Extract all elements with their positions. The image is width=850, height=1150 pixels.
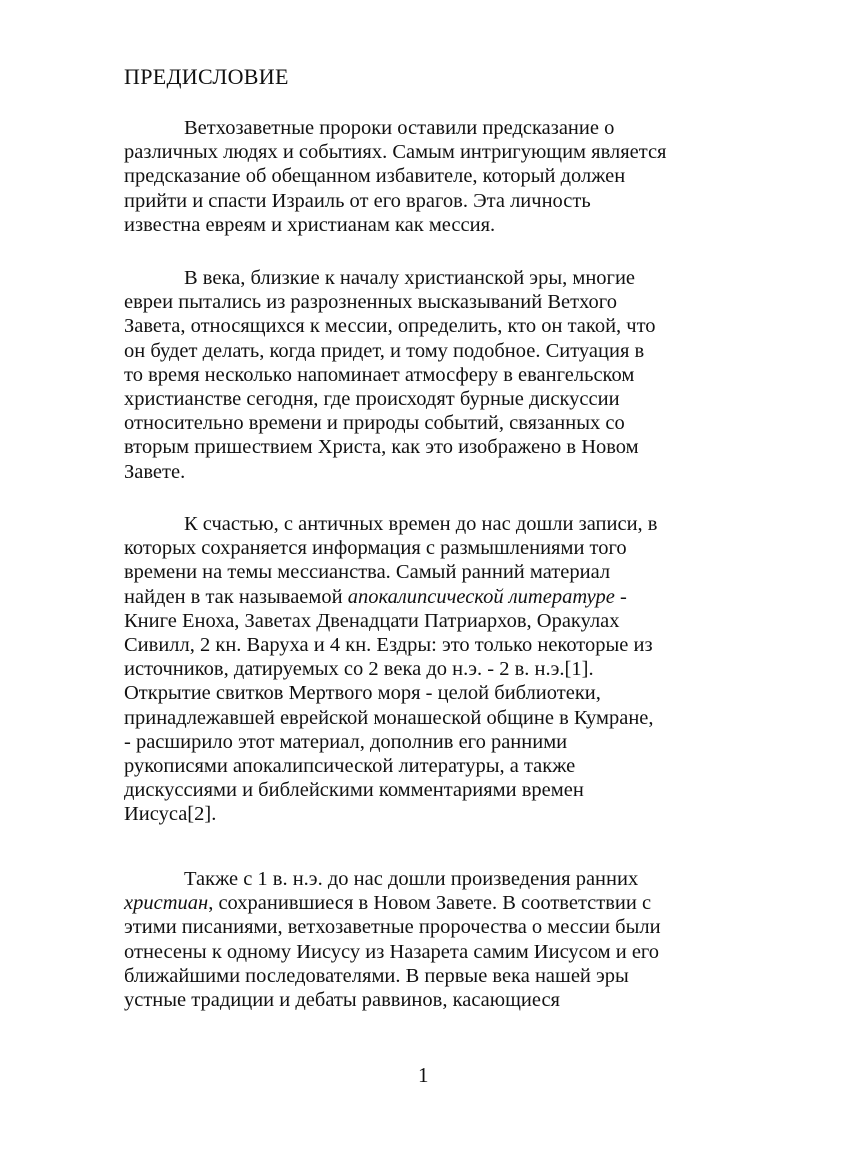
text-line: Книге Еноха, Заветах Двенадцати Патриархов, Оракулах bbox=[124, 609, 620, 632]
text-line: христианстве сегодня, где происходят бурные дискуссии bbox=[124, 388, 620, 411]
paragraph-2 bbox=[124, 266, 744, 484]
text-line: В века, близкие к началу христианской эры, многие bbox=[184, 267, 636, 289]
paragraph-3 bbox=[124, 512, 744, 827]
text-line bbox=[124, 585, 744, 609]
text-segment: , сохранившиеся в Новом Завете. В соответствии с bbox=[208, 892, 652, 915]
text-line bbox=[124, 891, 744, 915]
text-line: К счастью, с античных времен до нас дошли записи, в bbox=[184, 513, 658, 535]
text-line: дискуссиями и библейскими комментариями времен bbox=[124, 779, 584, 802]
text-line: евреи пытались из разрозненных высказываний Ветхого bbox=[124, 291, 617, 314]
text-line: Завета, относящихся к мессии, определить, кто он такой, что bbox=[124, 315, 656, 338]
italic-term: апокалипсической литературе bbox=[347, 585, 615, 608]
text-segment: - bbox=[614, 585, 627, 608]
text-line: отнесены к одному Иисусу из Назарета самим Иисусом и его bbox=[124, 940, 660, 963]
text-line: ближайшими последователями. В первые века нашей эры bbox=[124, 964, 629, 987]
text-line: различных людях и событиях. Самым интригующим является bbox=[124, 141, 667, 164]
text-line: устные традиции и дебаты раввинов, касающиеся bbox=[124, 989, 560, 1012]
text-line: времени на темы мессианства. Самый ранний материал bbox=[124, 561, 611, 584]
text-line: вторым пришествием Христа, как это изображено в Новом bbox=[124, 436, 639, 459]
text-line: Ветхозаветные пророки оставили предсказание о bbox=[184, 117, 615, 139]
text-line: известна евреям и христианам как мессия. bbox=[124, 213, 496, 236]
text-line: - расширило этот материал, дополнив его ранними bbox=[124, 730, 568, 753]
italic-term: христиан bbox=[124, 892, 209, 915]
text-line: предсказание об обещанном избавителе, который должен bbox=[124, 165, 626, 188]
text-line: рукописями апокалипсической литературы, а также bbox=[124, 755, 576, 778]
text-line: относительно времени и природы событий, связанных со bbox=[124, 412, 625, 435]
text-line: Сивилл, 2 кн. Варуха и 4 кн. Ездры: это только некоторые из bbox=[124, 634, 653, 657]
text-line: этими писаниями, ветхозаветные пророчества о мессии были bbox=[124, 916, 661, 939]
text-line: источников, датируемых со 2 века до н.э. - 2 в. н.э.[1]. bbox=[124, 658, 594, 681]
text-line: прийти и спасти Израиль от его врагов. Эта личность bbox=[124, 189, 591, 212]
text-line: которых сохраняется информация с размышлениями того bbox=[124, 537, 627, 560]
page-heading: ПРЕДИСЛОВИЕ bbox=[124, 64, 289, 89]
text-line: Открытие свитков Мертвого моря - целой библиотеки, bbox=[124, 682, 601, 705]
text-line: Иисуса[2]. bbox=[124, 803, 217, 826]
page-number: 1 bbox=[418, 1063, 429, 1087]
paragraph-4 bbox=[124, 867, 744, 1012]
text-line: Завете. bbox=[124, 460, 186, 483]
text-line: принадлежавшей еврейской монашеской общине в Кумране, bbox=[124, 706, 654, 729]
text-line: он будет делать, когда придет, и тому подобное. Ситуация в bbox=[124, 339, 645, 362]
paragraph-1 bbox=[124, 116, 744, 237]
text-line: Также с 1 в. н.э. до нас дошли произведения ранних bbox=[184, 868, 639, 890]
text-segment: найден в так называемой bbox=[124, 585, 348, 608]
text-line: то время несколько напоминает атмосферу в евангельском bbox=[124, 363, 635, 386]
